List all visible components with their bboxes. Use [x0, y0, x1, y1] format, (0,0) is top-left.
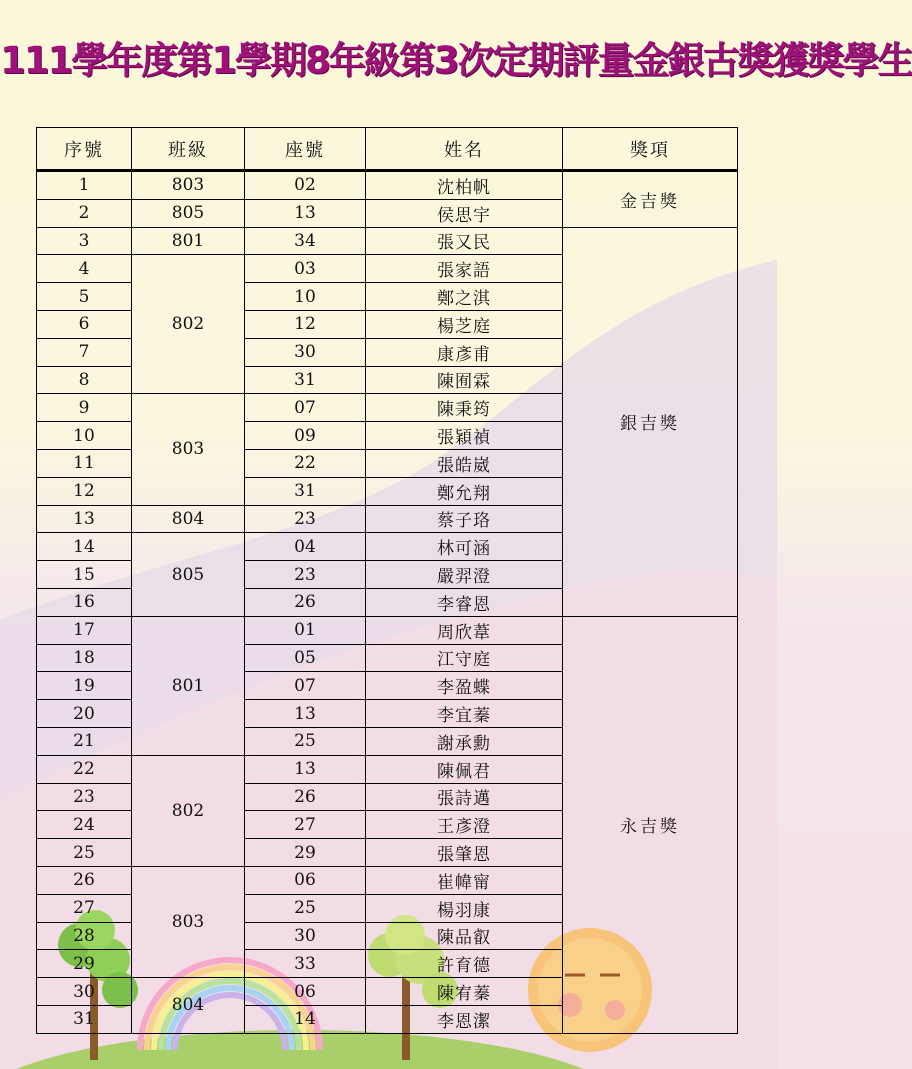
cell-name: 李宜蓁 — [366, 700, 563, 728]
cell-number: 8 — [37, 366, 132, 394]
cell-seat: 30 — [245, 338, 366, 366]
cell-number: 14 — [37, 533, 132, 561]
cell-name: 張穎禎 — [366, 422, 563, 450]
cell-number: 1 — [37, 172, 132, 200]
award-eternal: 永吉獎 — [563, 616, 738, 1033]
cell-number: 24 — [37, 811, 132, 839]
cell-number: 27 — [37, 894, 132, 922]
cell-seat: 31 — [245, 477, 366, 505]
cell-seat: 34 — [245, 227, 366, 255]
cell-number: 19 — [37, 672, 132, 700]
cell-number: 2 — [37, 199, 132, 227]
cell-class: 805 — [132, 199, 245, 227]
cell-seat: 33 — [245, 950, 366, 978]
cell-name: 康彥甫 — [366, 338, 563, 366]
cell-seat: 31 — [245, 366, 366, 394]
cell-class: 805 — [132, 533, 245, 616]
cell-name: 周欣葦 — [366, 616, 563, 644]
cell-seat: 07 — [245, 394, 366, 422]
cell-seat: 29 — [245, 839, 366, 867]
cell-class: 804 — [132, 978, 245, 1034]
cell-number: 28 — [37, 922, 132, 950]
cell-seat: 13 — [245, 199, 366, 227]
table-row — [37, 172, 738, 200]
cell-number: 26 — [37, 866, 132, 894]
cell-number: 7 — [37, 338, 132, 366]
cell-name: 陳秉筠 — [366, 394, 563, 422]
cell-number: 22 — [37, 755, 132, 783]
cell-seat: 06 — [245, 866, 366, 894]
cell-name: 李睿恩 — [366, 588, 563, 616]
cell-seat: 04 — [245, 533, 366, 561]
cell-class: 802 — [132, 255, 245, 394]
cell-name: 張家語 — [366, 255, 563, 283]
cell-number: 16 — [37, 588, 132, 616]
cell-name: 鄭之淇 — [366, 283, 563, 311]
cell-name: 張皓崴 — [366, 449, 563, 477]
cell-number: 3 — [37, 227, 132, 255]
cell-class: 802 — [132, 755, 245, 866]
cell-number: 13 — [37, 505, 132, 533]
cell-seat: 09 — [245, 422, 366, 450]
cell-number: 4 — [37, 255, 132, 283]
cell-name: 張詩邁 — [366, 783, 563, 811]
table-header-row — [37, 128, 738, 171]
table-row — [37, 227, 738, 255]
cell-name: 江守庭 — [366, 644, 563, 672]
cell-seat: 30 — [245, 922, 366, 950]
cell-number: 20 — [37, 700, 132, 728]
cell-name: 蔡子珞 — [366, 505, 563, 533]
cell-name: 李恩潔 — [366, 1005, 563, 1033]
cell-number: 21 — [37, 727, 132, 755]
cell-seat: 26 — [245, 588, 366, 616]
cell-class: 801 — [132, 616, 245, 755]
cell-seat: 03 — [245, 255, 366, 283]
cell-number: 11 — [37, 449, 132, 477]
cell-seat: 25 — [245, 894, 366, 922]
cell-seat: 10 — [245, 283, 366, 311]
cell-number: 12 — [37, 477, 132, 505]
cell-number: 31 — [37, 1005, 132, 1033]
cell-name: 林可涵 — [366, 533, 563, 561]
cell-number: 30 — [37, 978, 132, 1006]
cell-number: 10 — [37, 422, 132, 450]
cell-number: 18 — [37, 644, 132, 672]
cell-number: 29 — [37, 950, 132, 978]
cell-name: 崔幃甯 — [366, 866, 563, 894]
cell-seat: 26 — [245, 783, 366, 811]
cell-seat: 27 — [245, 811, 366, 839]
cell-class: 801 — [132, 227, 245, 255]
award-silver: 銀吉獎 — [563, 227, 738, 616]
header-award: 獎項 — [563, 128, 738, 171]
cell-number: 15 — [37, 561, 132, 589]
cell-class: 803 — [132, 172, 245, 200]
cell-class: 803 — [132, 866, 245, 977]
cell-name: 李盈蝶 — [366, 672, 563, 700]
award-gold: 金吉獎 — [563, 172, 738, 228]
cell-name: 鄭允翔 — [366, 477, 563, 505]
cell-number: 5 — [37, 283, 132, 311]
cell-class: 803 — [132, 394, 245, 505]
cell-name: 謝承勳 — [366, 727, 563, 755]
cell-name: 陳宥蓁 — [366, 978, 563, 1006]
cell-seat: 22 — [245, 449, 366, 477]
cell-number: 9 — [37, 394, 132, 422]
cell-seat: 01 — [245, 616, 366, 644]
header-seat: 座號 — [245, 128, 366, 171]
cell-name: 張又民 — [366, 227, 563, 255]
cell-name: 楊羽康 — [366, 894, 563, 922]
cell-name: 陳囿霖 — [366, 366, 563, 394]
cell-seat: 12 — [245, 310, 366, 338]
cell-name: 侯思宇 — [366, 199, 563, 227]
cell-seat: 02 — [245, 172, 366, 200]
header-name: 姓名 — [366, 128, 563, 171]
cell-seat: 05 — [245, 644, 366, 672]
header-class: 班級 — [132, 128, 245, 171]
cell-seat: 07 — [245, 672, 366, 700]
table-row — [37, 616, 738, 644]
page-title: 111學年度第1學期8年級第3次定期評量金銀古獎獲獎學生 — [0, 39, 912, 82]
cell-name: 楊芝庭 — [366, 310, 563, 338]
cell-number: 25 — [37, 839, 132, 867]
award-table — [36, 127, 738, 1034]
cell-number: 17 — [37, 616, 132, 644]
cell-name: 嚴羿澄 — [366, 561, 563, 589]
cell-seat: 25 — [245, 727, 366, 755]
cell-seat: 23 — [245, 561, 366, 589]
cell-number: 23 — [37, 783, 132, 811]
cell-name: 張肇恩 — [366, 839, 563, 867]
cell-seat: 14 — [245, 1005, 366, 1033]
header-number: 序號 — [37, 128, 132, 171]
cell-name: 沈柏帆 — [366, 172, 563, 200]
cell-name: 陳品叡 — [366, 922, 563, 950]
cell-seat: 06 — [245, 978, 366, 1006]
cell-number: 6 — [37, 310, 132, 338]
cell-seat: 13 — [245, 755, 366, 783]
cell-seat: 13 — [245, 700, 366, 728]
cell-name: 許育德 — [366, 950, 563, 978]
cell-name: 王彥澄 — [366, 811, 563, 839]
cell-name: 陳佩君 — [366, 755, 563, 783]
cell-seat: 23 — [245, 505, 366, 533]
cell-class: 804 — [132, 505, 245, 533]
